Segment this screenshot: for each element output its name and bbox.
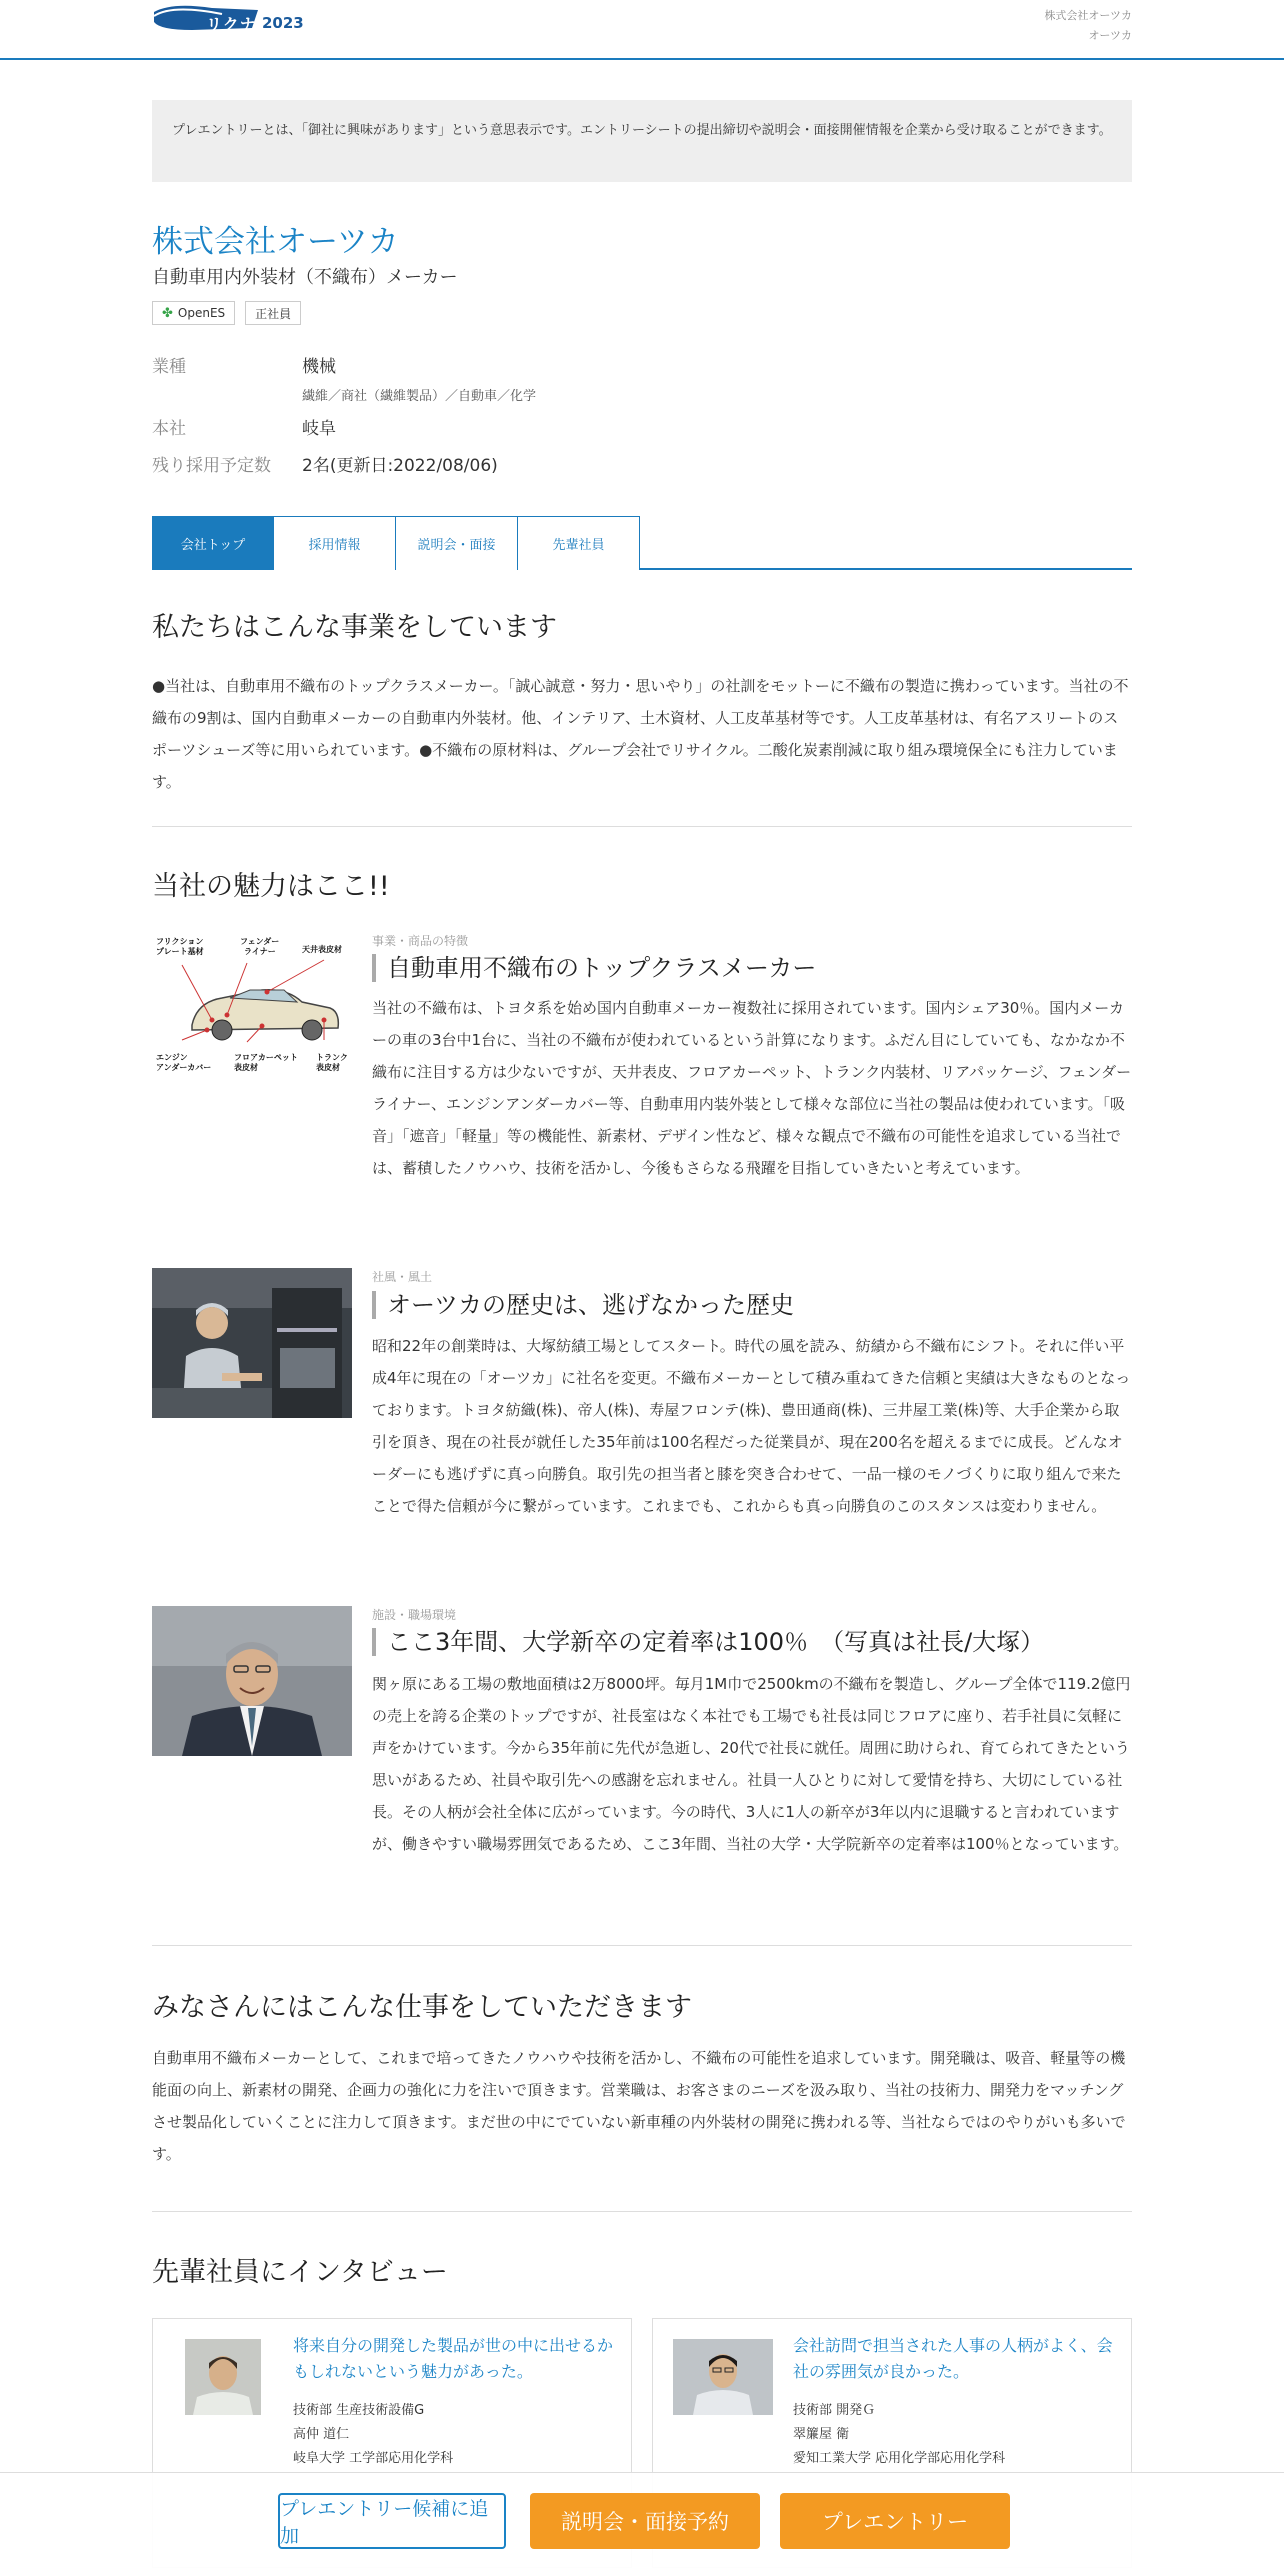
industry-value: 機械 [302, 357, 336, 377]
rikunabi-logo[interactable] [152, 4, 302, 34]
president-photo-svg [152, 1606, 352, 1756]
openes-label: OpenES [177, 306, 226, 320]
employee-school: 岐阜大学 工学部応用化学科 [293, 2451, 454, 2466]
openes-badge [152, 301, 235, 325]
car-parts-diagram [152, 930, 352, 1080]
company-tabs [152, 516, 1132, 570]
divider [152, 2211, 1132, 2212]
pre-entry-notice: プレエントリーとは、「御社に興味があります」という意思表示です。エントリーシートの提出締切や説明会・面接開催情報を企業から受け取ることができます。 [152, 100, 1132, 182]
appeal-category: 社風・風土 [372, 1270, 433, 1284]
info-row-industry [152, 352, 1052, 414]
divider [152, 826, 1132, 827]
clover-icon: ✤ [162, 305, 173, 321]
appeal-title: 自動車用不織布のトップクラスメーカー [372, 954, 816, 982]
tab-seminar[interactable]: 説明会・面接 [396, 516, 518, 570]
appeal-title: オーツカの歴史は、逃げなかった歴史 [372, 1291, 794, 1319]
appeal-body: 昭和22年の創業時は、大塚紡績工場としてスタート。時代の風を読み、紡績から不織布にシフト。それに伴い平成4年に現在の「オーツカ」に社名を変更。不織布メーカーとして積み重ねてきた信頼と実績は大きなものとなっております。トヨタ紡織(株)、帝人(株)、寿屋フロンテ(株)、豊田通商(株)、三井屋工業(株)等、大手企業から取引を頂き、現在の社長が就任した35年前は100名程だった従業員が、現在200名を超えるまでに成長。どんなオーダーにも逃げずに真っ向勝負。取引先の担当者と膝を突き合わせて、一品一様のモノづくりに取り組んで来たことで得た信頼が今に繋がっています。これまでも、これからも真っ向勝負のこのスタンスは変わりません。 [372, 1337, 1131, 1515]
interview-info [293, 2399, 453, 2471]
info-label: 業種 [152, 357, 186, 377]
appeal-title: ここ3年間、大学新卒の定着率は100％ （写真は社長/大塚） [372, 1628, 1044, 1656]
employee-photo [185, 2339, 261, 2415]
diagram-label-engine: エンジン [156, 1053, 188, 1062]
diagram-label-fender: フェンダー [240, 937, 280, 946]
diagram-label-engine-2: アンダーカバー [156, 1063, 212, 1072]
employee-name: 翠簾屋 衛 [793, 2427, 850, 2442]
company-subtitle: 自動車用内外装材（不織布）メーカー [152, 267, 458, 288]
tab-recruitment[interactable]: 採用情報 [274, 516, 396, 570]
interview-title: 将来自分の開発した製品が世の中に出せるかもしれないという魅力があった。 [293, 2336, 614, 2381]
appeal-category: 事業・商品の特徴 [372, 934, 469, 948]
interview-info [793, 2399, 1005, 2471]
add-pre-entry-candidate-button[interactable]: プレエントリー候補に追加 [278, 2493, 506, 2549]
info-value: 2名(更新日:2022/08/06) [302, 456, 498, 476]
president-photo [152, 1606, 352, 1756]
business-text: ●当社は、自動車用不織布のトップクラスメーカー。「誠心誠意・努力・思いやり」の社訓をモットーに不織布の製造に携わっています。当社の不織布の9割は、国内自動車メーカーの自動車内外装材。他、インテリア、土木資材、人工皮革基材等です。人工皮革基材は、有名アスリートのスポーツシューズ等に用いられています。●不織布の原材料は、グループ会社でリサイクル。二酸化炭素削減に取り組み環境保全にも注力しています。 [152, 677, 1129, 791]
appeal-heading: 当社の魅力はここ!! [152, 871, 390, 902]
seminar-reservation-button[interactable]: 説明会・面接予約 [530, 2493, 760, 2549]
employee-photo-svg [185, 2339, 261, 2415]
pre-entry-button[interactable]: プレエントリー [780, 2493, 1010, 2549]
site-header [0, 0, 1284, 60]
industry-sub: 繊維／商社（繊維製品）／自動車／化学 [302, 389, 537, 404]
tab-company-top[interactable]: 会社トップ [152, 516, 274, 570]
diagram-label-ceiling: 天井表皮材 [302, 945, 342, 954]
business-heading: 私たちはこんな事業をしています [152, 612, 557, 643]
header-company-kana: オーツカ [1088, 29, 1132, 42]
diagram-label-floor-2: 表皮材 [234, 1063, 258, 1072]
diagram-label-floor: フロアカーペット [234, 1053, 298, 1062]
diagram-label-friction-2: プレート基材 [156, 947, 204, 956]
header-company [1044, 6, 1132, 46]
interview-heading: 先輩社員にインタビュー [152, 2257, 448, 2288]
info-label: 残り採用予定数 [152, 456, 271, 476]
employee-photo-svg [673, 2339, 773, 2415]
factory-photo-svg [152, 1268, 352, 1418]
employee-dept: 技術部 生産技術設備G [293, 2403, 425, 2418]
header-company-name: 株式会社オーツカ [1044, 9, 1132, 22]
logo-year: 2023 [262, 14, 304, 32]
company-name: 株式会社オーツカ [152, 224, 399, 260]
factory-worker-photo [152, 1268, 352, 1418]
employment-badge: 正社員 [245, 301, 301, 325]
diagram-label-trunk: トランク [316, 1053, 348, 1062]
diagram-label-trunk-2: 表皮材 [316, 1063, 340, 1072]
appeal-body: 関ヶ原にある工場の敷地面積は2万8000坪。毎月1M巾で2500kmの不織布を製造し、グループ全体で119.2億円の売上を誇る企業のトップですが、社長室はなく本社でも工場でも社長は同じフロアに座り、若手社員に気軽に声をかけています。今から35年前に先代が急逝し、20代で社長に就任。周囲に助けられ、育てられてきたという思いがあるため、社員や取引先への感謝を忘れません。社員一人ひとりに対して愛情を持ち、大切にしている社長。その人柄が会社全体に広がっています。今の時代、3人に1人の新卒が3年以内に退職すると言われていますが、働きやすい職場雰囲気であるため、ここ3年間、当社の大学・大学院新卒の定着率は100％となっています。 [372, 1675, 1131, 1853]
appeal-body: 当社の不織布は、トヨタ系を始め国内自動車メーカー複数社に採用されています。国内シェア30％。国内メーカーの車の3台中1台に、当社の不織布が使われているという計算になります。ふだん目にしていても、なかなか不織布に注目する方は少ないですが、天井表皮、フロアカーペット、トランク内装材、リアパッケージ、フェンダーライナー、エンジンアンダーカバー等、自動車用内装外装として様々な部位に当社の製品は使われています。「吸音」「遮音」「軽量」等の機能性、新素材、デザイン性など、様々な観点で不織布の可能性を追求している当社では、蓄積したノウハウ、技術を活かし、今後もさらなる飛躍を目指していきたいと考えています。 [372, 999, 1132, 1177]
tab-seniors[interactable]: 先輩社員 [518, 516, 640, 570]
company-info [152, 352, 1052, 476]
appeal-category: 施設・職場環境 [372, 1608, 457, 1622]
diagram-label-fender-2: ライナー [244, 947, 276, 956]
employee-name: 高仲 道仁 [293, 2427, 350, 2442]
info-row-hq [152, 414, 1052, 451]
bottom-action-bar [0, 2472, 1284, 2568]
info-value: 岐阜 [302, 419, 336, 439]
info-row-openings [152, 451, 1052, 476]
employee-school: 愛知工業大学 応用化学部応用化学科 [793, 2451, 1006, 2466]
work-text: 自動車用不織布メーカーとして、これまで培ってきたノウハウや技術を活かし、不織布の可能性を追求しています。開発職は、吸音、軽量等の機能面の向上、新素材の開発、企画力の強化に力を注いで頂きます。営業職は、お客さまのニーズを汲み取り、当社の技術力、開発力をマッチングさせ製品化していくことに注力して頂きます。まだ世の中にでていない新車種の内外装材の開発に携われる等、当社ならではのやりがいも多いです。 [152, 2049, 1126, 2163]
diagram-label-friction: フリクション [156, 937, 204, 946]
interview-title: 会社訪問で担当された人事の人柄がよく、会社の雰囲気が良かった。 [793, 2336, 1113, 2381]
work-heading: みなさんにはこんな仕事をしていただきます [152, 1992, 692, 2023]
logo-text: リクナビ [206, 15, 274, 34]
badges [152, 301, 301, 325]
employee-dept: 技術部 開発Ｇ [793, 2403, 876, 2418]
divider [152, 1945, 1132, 1946]
car-diagram-svg [152, 930, 352, 1080]
info-value [302, 352, 536, 414]
employee-photo [673, 2339, 773, 2415]
info-label: 本社 [152, 419, 186, 439]
